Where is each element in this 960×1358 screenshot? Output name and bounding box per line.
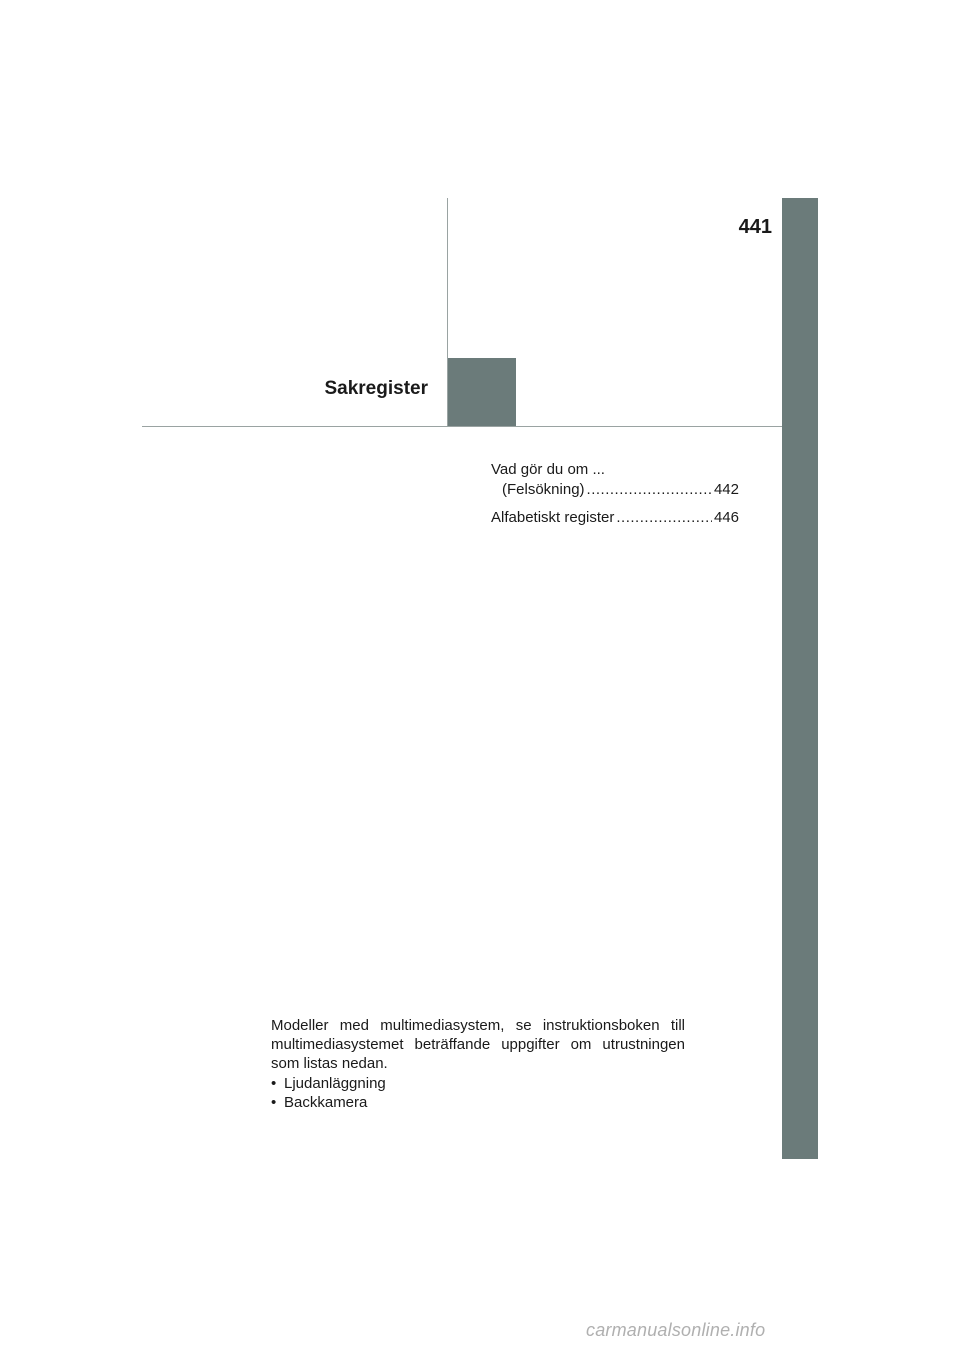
- toc-entry-felsokning[interactable]: [491, 480, 739, 500]
- toc-label: (Felsökning): [502, 481, 585, 498]
- toc-page: 446: [713, 509, 739, 526]
- side-tab: [782, 198, 818, 1159]
- section-marker-square: [448, 358, 516, 427]
- toc-label: Alfabetiskt register: [491, 509, 615, 526]
- horizontal-rule: [142, 426, 782, 427]
- bullet-list: [271, 1074, 386, 1112]
- watermark: carmanualsonline.info: [586, 1320, 766, 1340]
- toc-entry-alfabetiskt-register[interactable]: [491, 508, 739, 528]
- toc-leader-dots: [587, 480, 712, 500]
- page-number: 441: [738, 216, 772, 238]
- section-title: Sakregister: [324, 378, 428, 399]
- toc-leader-dots: [616, 508, 712, 528]
- bullet-icon: •: [271, 1075, 277, 1092]
- toc-label: Vad gör du om ...: [491, 461, 605, 478]
- table-of-contents: [491, 460, 739, 528]
- toc-entry-felsokning-line1[interactable]: [491, 460, 739, 480]
- list-item: [271, 1074, 386, 1093]
- list-item-text: Backkamera: [284, 1094, 368, 1111]
- toc-page: 442: [713, 481, 739, 498]
- list-item-text: Ljudanläggning: [284, 1075, 386, 1092]
- bullet-icon: •: [271, 1094, 277, 1111]
- multimedia-note: Modeller med multimediasystem, se instruktionsboken till multimediasystemet beträffande uppgifter om utrustningen som listas nedan.: [271, 1017, 685, 1072]
- list-item: [271, 1093, 386, 1112]
